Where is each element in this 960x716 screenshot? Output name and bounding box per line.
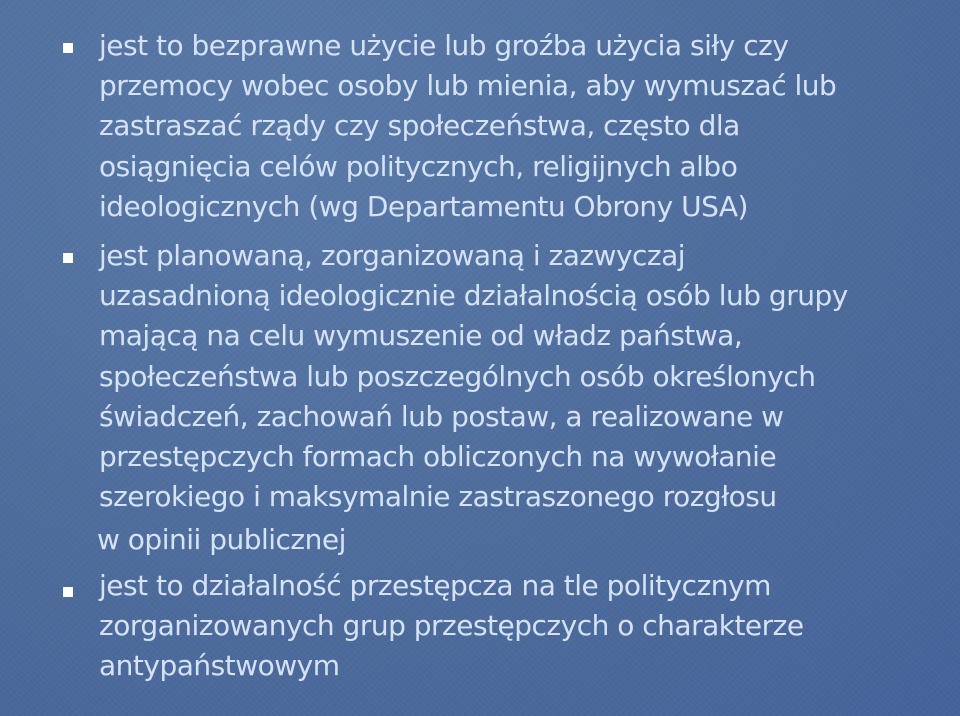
bullet-text-2-continuation: w opinii publicznej [97,523,346,556]
bullet-text-2: jest planowaną, zorganizowaną i zazwyczaj uzasadnioną ideologicznie działalnością osób lub grupy mającą na celu wymuszenie od władz państwa, społeczeństwa lub poszczególnych osób określonych świadczeń, zachowań lub postaw, a realizowane w przestępczych formach obliczonych na wywołanie szerokiego i maksymalnie zastraszonego rozgłosu [99,239,848,514]
bullet-square-icon [63,253,73,263]
bullet-text-3: jest to działalność przestępcza na tle politycznym zorganizowanych grup przestępczych o charakterze antypaństwowym [99,569,804,683]
bullet-square-icon [63,587,73,597]
bullet-text-1: jest to bezprawne użycie lub groźba użycia siły czy przemocy wobec osoby lub mienia, aby wymuszać lub zastraszać rządy czy społeczeństwa, często dla osiągnięcia celów politycznych, religijnych albo ideologicznych (wg Departamentu Obrony USA) [99,29,837,223]
bullet-square-icon [63,43,73,53]
